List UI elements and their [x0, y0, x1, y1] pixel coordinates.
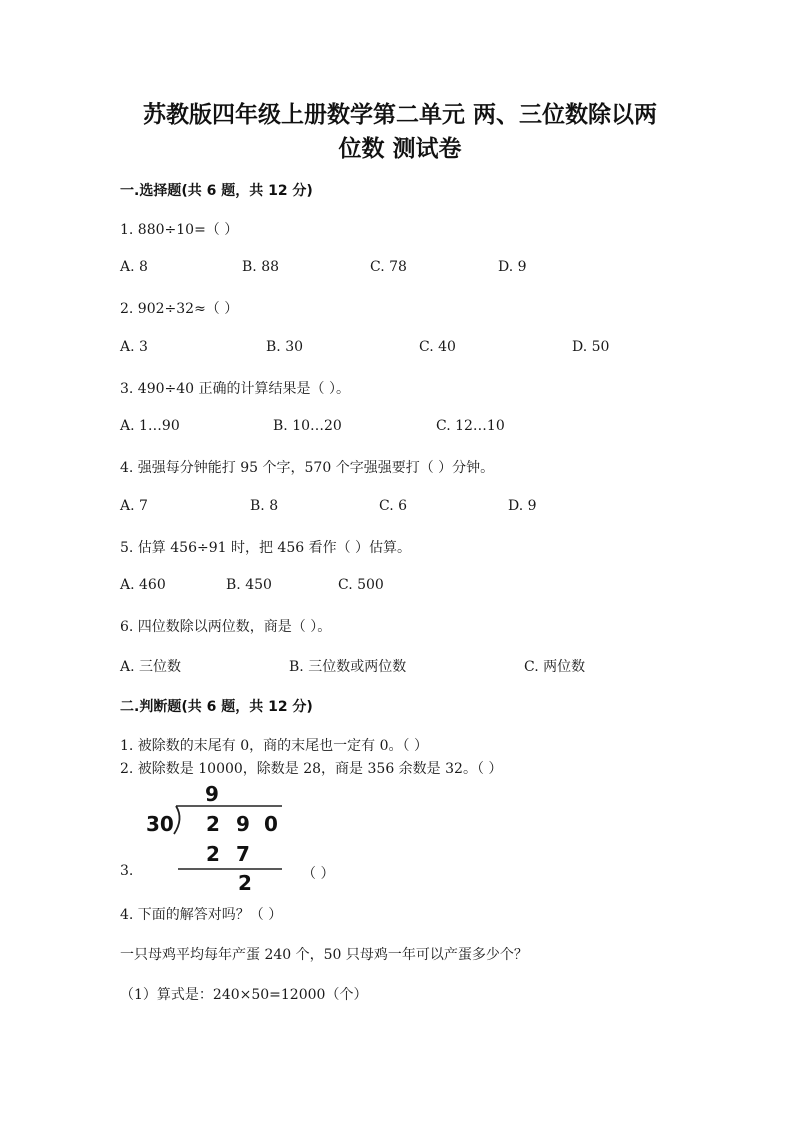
- q2-option-d: D. 50: [572, 339, 610, 355]
- q4-option-c: C. 6: [379, 498, 408, 514]
- judgement-3-label: 3.: [120, 863, 134, 879]
- q1-option-d: D. 9: [498, 259, 527, 275]
- division-quotient: 9: [205, 782, 219, 806]
- q3-option-c: C. 12…10: [436, 418, 505, 434]
- q2-option-a: A. 3: [120, 339, 148, 355]
- judgement-2: 2. 被除数是 10000，除数是 28，商是 356 余数是 32。（ ）: [120, 761, 503, 777]
- q2-option-b: B. 30: [266, 339, 304, 355]
- dividend-digit-1: 2: [206, 812, 220, 836]
- q1-option-a: A. 8: [120, 259, 148, 275]
- q2-option-c: C. 40: [419, 339, 456, 355]
- judgement-1: 1. 被除数的末尾有 0，商的末尾也一定有 0。（ ）: [120, 738, 428, 754]
- section-2-heading: 二.判断题(共 6 题，共 12 分): [120, 699, 313, 715]
- dividend-digit-2: 9: [236, 812, 250, 836]
- q1-option-b: B. 88: [242, 259, 280, 275]
- q3-option-b: B. 10…20: [273, 418, 342, 434]
- division-remainder: 2: [238, 871, 252, 895]
- judgement-4-step-1: （1）算式是：240×50=12000（个）: [120, 987, 368, 1003]
- division-divisor: 30: [146, 812, 174, 836]
- division-underline: [176, 866, 286, 872]
- page-title-line-1: 苏教版四年级上册数学第二单元 两、三位数除以两: [142, 102, 657, 128]
- dividend-digit-3: 0: [264, 812, 278, 836]
- q3-option-a: A. 1…90: [120, 418, 180, 434]
- judgement-3-paren: （ ）: [302, 866, 335, 882]
- product-digit-2: 7: [236, 842, 250, 866]
- q5-option-b: B. 450: [226, 577, 272, 593]
- q6-option-b: B. 三位数或两位数: [289, 659, 407, 675]
- judgement-4: 4. 下面的解答对吗？（ ）: [120, 907, 283, 923]
- q6-option-c: C. 两位数: [524, 659, 586, 675]
- question-4: 4. 强强每分钟能打 95 个字，570 个字强强要打（ ）分钟。: [120, 460, 495, 476]
- q4-option-b: B. 8: [250, 498, 279, 514]
- question-6: 6. 四位数除以两位数，商是（ ）。: [120, 619, 332, 635]
- q4-option-d: D. 9: [508, 498, 537, 514]
- q1-option-c: C. 78: [370, 259, 407, 275]
- judgement-4-problem: 一只母鸡平均每年产蛋 240 个，50 只母鸡一年可以产蛋多少个？: [120, 947, 528, 963]
- question-2: 2. 902÷32≈（ ）: [120, 301, 239, 317]
- question-3: 3. 490÷40 正确的计算结果是（ ）。: [120, 381, 350, 397]
- q5-option-c: C. 500: [338, 577, 384, 593]
- q5-option-a: A. 460: [120, 577, 166, 593]
- q6-option-a: A. 三位数: [120, 659, 182, 675]
- product-digit-1: 2: [206, 842, 220, 866]
- question-1: 1. 880÷10=（ ）: [120, 222, 239, 238]
- question-5: 5. 估算 456÷91 时，把 456 看作（ ）估算。: [120, 540, 412, 556]
- section-1-heading: 一.选择题(共 6 题，共 12 分): [120, 183, 313, 199]
- page-title-line-2: 位数 测试卷: [338, 136, 462, 162]
- q4-option-a: A. 7: [120, 498, 148, 514]
